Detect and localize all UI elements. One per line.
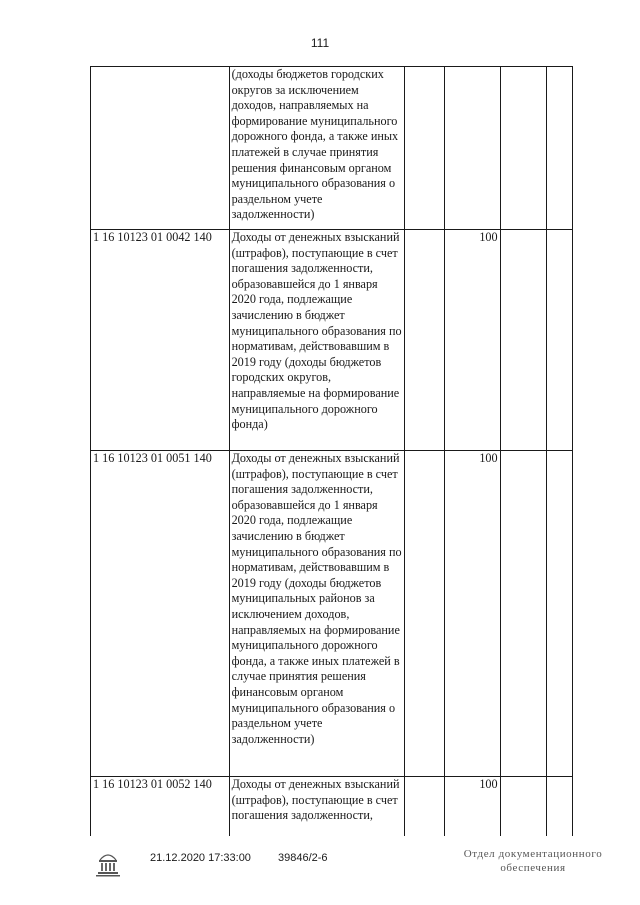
empty-cell [547,777,573,837]
empty-cell [404,451,444,777]
norm-value-cell: 100 [444,777,500,837]
registration-number: 39846/2-6 [278,852,328,864]
department-line: обеспечения [500,862,566,874]
empty-cell [547,67,573,230]
empty-cell [500,777,547,837]
table-row [91,230,573,451]
emblem-icon [94,847,122,877]
norm-value-cell: 100 [444,230,500,451]
budget-code-cell [91,67,230,230]
empty-cell [404,230,444,451]
department-line: Отдел документационного [463,848,603,860]
table-row [91,777,573,837]
empty-cell [547,230,573,451]
timestamp: 21.12.2020 17:33:00 [150,852,251,864]
page-number: 111 [310,36,330,50]
description-cell: Доходы от денежных взысканий (штрафов), поступающие в счет погашения задолженности, образовавшейся до 1 января 2020 года, подлежащие зачислению в бюджет муниципального образования по нормативам, действовавшим в 2019 году (доходы бюджетов городских округов, направляемые на формирование муниципального дорожного фонда) [229,230,404,451]
budget-code-cell: 1 16 10123 01 0052 140 [91,777,230,837]
description-cell: Доходы от денежных взысканий (штрафов), поступающие в счет погашения задолженности, образовавшейся до 1 января 2020 года, подлежащие зачислению в бюджет муниципального образования по нормативам, действовавшим в 2019 году (доходы бюджетов муниципальных районов за исключением доходов, направляемых на формирование муниципального дорожного фонда, а также иных платежей в случае принятия решения финансовым органом муниципального образования о раздельном учете задолженности) [229,451,404,777]
budget-code-cell: 1 16 10123 01 0051 140 [91,451,230,777]
description-cell: (доходы бюджетов городских округов за исключением доходов, направляемых на формирование муниципального дорожного фонда, а также иных платежей в случае принятия решения финансовым органом муниципального образования о раздельном учете задолженности) [229,67,404,230]
description-cell: Доходы от денежных взысканий (штрафов), поступающие в счет погашения задолженности, [229,777,404,837]
budget-code-cell: 1 16 10123 01 0042 140 [91,230,230,451]
empty-cell [500,451,547,777]
empty-cell [404,777,444,837]
empty-cell [500,230,547,451]
empty-cell [547,451,573,777]
table-row [91,67,573,230]
empty-cell [404,67,444,230]
norm-value-cell [444,67,500,230]
empty-cell [500,67,547,230]
table-row [91,451,573,777]
budget-revenue-table [90,66,573,836]
norm-value-cell: 100 [444,451,500,777]
department-stamp [448,847,618,875]
